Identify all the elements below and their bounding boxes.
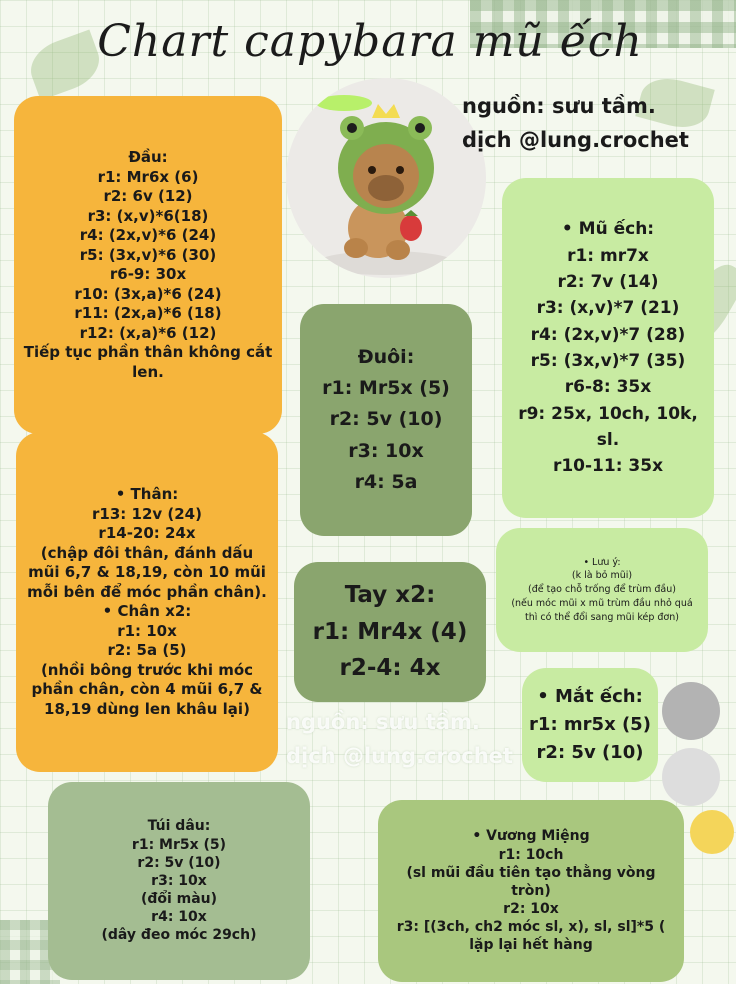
hat-row: r9: 25x, 10ch, 10k, sl.	[518, 403, 698, 451]
legs-row: (nhồi bông trước khi móc phần chân, còn 4 mũi 6,7 & 18,19 dùng len khâu lại)	[31, 660, 263, 718]
bag-row: r2: 5v (10)	[137, 854, 221, 871]
hat-row: r6-8: 35x	[564, 377, 652, 398]
note-card	[496, 528, 708, 652]
hat-heading: • Mũ ếch:	[561, 219, 655, 240]
arm-row: r1: Mr4x (4)	[312, 618, 468, 645]
source-line: nguồn: sưu tầm.	[462, 94, 656, 118]
note-row: (nếu móc mũi x mũ trùm đầu nhỏ quá	[511, 597, 693, 609]
watermark	[286, 706, 513, 773]
bag-row: r1: Mr5x (5)	[131, 836, 227, 853]
frog-eye-card	[522, 668, 658, 782]
body-heading: • Thân:	[115, 485, 179, 503]
color-swatch	[662, 748, 720, 806]
color-swatch	[662, 682, 720, 740]
arm-heading: Tay x2:	[344, 581, 436, 608]
head-row: Tiếp tục phần thân không cắt len.	[23, 343, 273, 381]
bag-heading: Túi dâu:	[147, 818, 211, 835]
hat-row: r5: (3x,v)*7 (35)	[530, 351, 686, 371]
eye-row: r2: 5v (10)	[536, 741, 644, 763]
note-row: thì có thể đổi sang mũi kép đơn)	[525, 611, 679, 623]
note-row: (k là bỏ mũi)	[571, 570, 633, 582]
body-card	[16, 432, 278, 772]
legs-row: r1: 10x	[117, 621, 177, 640]
capybara-illustration	[286, 78, 486, 278]
lemon-decoration	[690, 810, 734, 854]
bag-row: r4: 10x	[151, 909, 207, 926]
hat-row: r1: mr7x	[567, 245, 649, 266]
hat-row: r3: (x,v)*7 (21)	[536, 298, 680, 319]
tail-row: r2: 5v (10)	[329, 408, 443, 431]
head-row: r12: (x,a)*6 (12)	[79, 323, 217, 342]
bag-row: (đổi màu)	[140, 891, 218, 908]
eye-row: r1: mr5x (5)	[529, 714, 651, 736]
watermark-translator: dịch @lung.crochet	[286, 743, 513, 768]
crown-row: r2: 10x	[503, 901, 559, 918]
hat-row: r2: 7v (14)	[557, 271, 659, 292]
tail-heading: Đuôi:	[357, 345, 415, 368]
crown-row: r1: 10ch	[498, 846, 564, 863]
head-heading: Đầu:	[128, 148, 168, 166]
note-heading: • Lưu ý:	[583, 556, 621, 568]
page-title: Chart capybara mũ ếch	[97, 16, 643, 67]
head-row: r3: (x,v)*6(18)	[87, 206, 209, 225]
head-row: r6-9: 30x	[109, 265, 187, 283]
body-row: (chập đôi thân, đánh dấu mũi 6,7 & 18,19, còn 10 mũi mỗi bên để móc phần chân).	[27, 543, 267, 601]
head-row: r2: 6v (12)	[103, 187, 193, 205]
bag-card	[48, 782, 310, 980]
tail-row: r4: 5a	[354, 471, 418, 494]
head-row: r4: (2x,v)*6 (24)	[79, 226, 217, 244]
tail-row: r3: 10x	[348, 439, 424, 462]
tail-card	[300, 304, 472, 536]
head-row: r11: (2x,a)*6 (18)	[74, 304, 222, 322]
hat-row: r10-11: 35x	[552, 456, 664, 477]
bag-row: r3: 10x	[151, 872, 207, 889]
source-credit	[462, 90, 689, 157]
tail-row: r1: Mr5x (5)	[322, 376, 450, 399]
crown-row: (sl mũi đầu tiên tạo thằng vòng tròn)	[406, 864, 656, 899]
head-card	[14, 96, 282, 434]
body-row: r14-20: 24x	[98, 524, 196, 542]
arm-card	[294, 562, 486, 702]
body-row: r13: 12v (24)	[92, 504, 202, 523]
translator-line: dịch @lung.crochet	[462, 127, 689, 152]
bag-row: (dây đeo móc 29ch)	[101, 927, 257, 944]
legs-row: r2: 5a (5)	[107, 641, 187, 659]
crown-row: r3: [(3ch, ch2 móc sl, x), sl, sl]*5 ( lặp lại hết hàng	[396, 919, 666, 954]
eye-heading: • Mắt ếch:	[537, 686, 643, 708]
head-row: r1: Mr6x (6)	[97, 167, 199, 186]
watermark-source: nguồn: sưu tầm.	[286, 710, 480, 734]
legs-heading: • Chân x2:	[102, 602, 192, 620]
crown-card	[378, 800, 684, 982]
head-row: r5: (3x,v)*6 (30)	[79, 245, 217, 264]
arm-row: r2-4: 4x	[339, 655, 441, 682]
crown-heading: • Vương Miệng	[472, 828, 590, 845]
note-row: (để tạo chỗ trống để trùm đầu)	[528, 584, 676, 596]
hat-row: r4: (2x,v)*7 (28)	[530, 324, 686, 345]
head-row: r10: (3x,a)*6 (24)	[74, 284, 222, 303]
frog-hat-card	[502, 178, 714, 518]
capybara-photo	[286, 78, 486, 278]
